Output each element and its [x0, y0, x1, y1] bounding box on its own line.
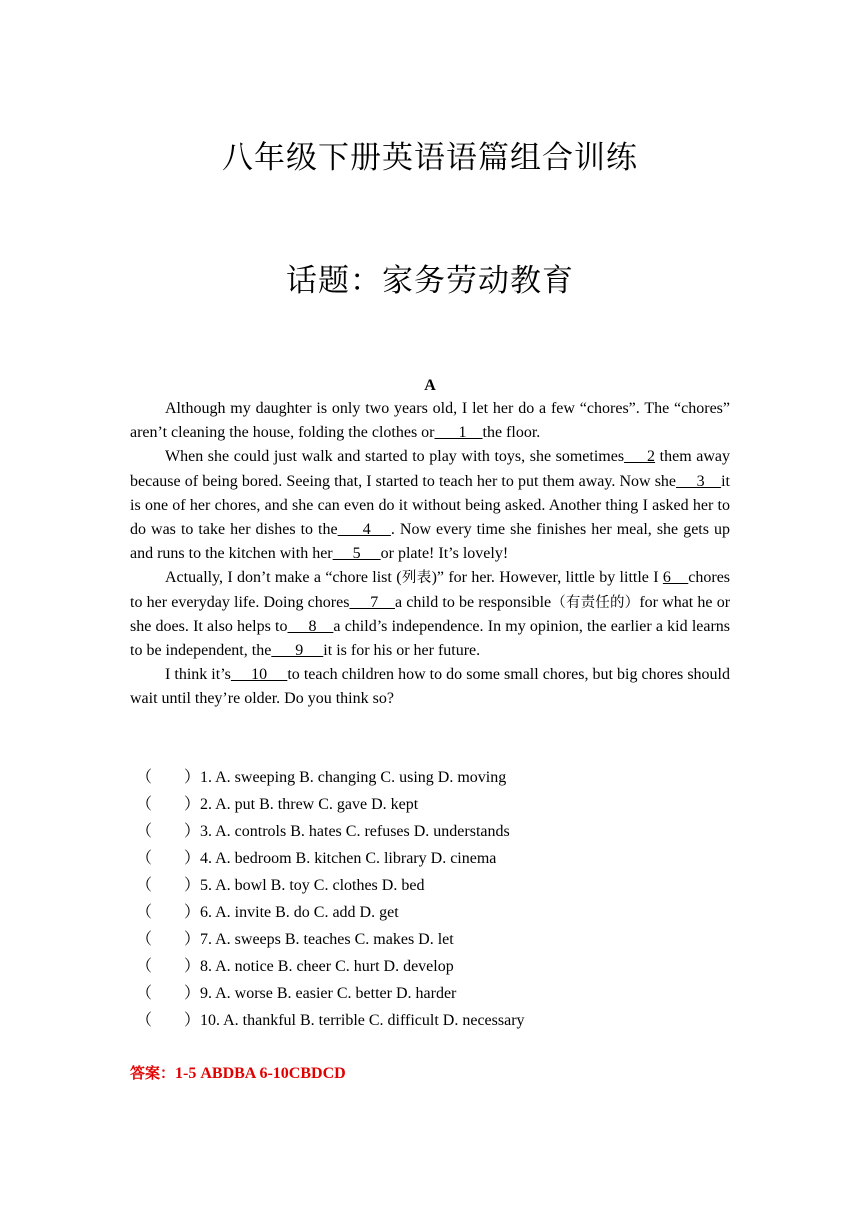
answer-key [130, 1062, 346, 1083]
question-text: 2. A. put B. threw C. gave D. kept [200, 796, 419, 813]
question-text: 4. A. bedroom B. kitchen C. library D. cinema [200, 850, 497, 867]
answer-bracket: （ ） [136, 958, 201, 975]
paragraph-1: Although my daughter is only two years old, I let her do a few “chores”. The “chores” aren’t cleaning the house, folding the clothes or 1 the floor. [130, 400, 730, 442]
paragraph-2: When she could just walk and started to play with toys, she sometimes 2 them away because of being bored. Seeing that, I started to teach her to put them away. Now she 3 it is one of her chores, and she can even do it without being asked. Another thing I asked her to do was to take her dishes to the 4 . Now every time she finishes her meal, she gets up and runs to the kitchen with her 5 or plate! It’s lovely! [130, 448, 731, 563]
question-text: 10. A. thankful B. terrible C. difficult D. necessary [200, 1012, 525, 1029]
question-text: 8. A. notice B. cheer C. hurt D. develop [200, 958, 454, 975]
question-item [136, 793, 736, 820]
answer-label: 答案： [130, 1064, 176, 1082]
question-list [136, 766, 736, 1036]
answer-bracket: （ ） [136, 904, 201, 921]
question-item [136, 955, 736, 982]
question-text: 1. A. sweeping B. changing C. using D. moving [200, 769, 507, 786]
answer-bracket: （ ） [136, 796, 201, 813]
blank-3: 3 [676, 472, 722, 490]
answer-bracket: （ ） [136, 931, 201, 948]
answer-bracket: （ ） [136, 985, 201, 1002]
question-text: 3. A. controls B. hates C. refuses D. understands [200, 823, 510, 840]
question-text: 6. A. invite B. do C. add D. get [200, 904, 399, 921]
blank-2: 2 [624, 448, 656, 466]
blank-5: 5 [332, 545, 381, 563]
answer-value: 1-5 ABDBA 6-10CBDCD [175, 1065, 346, 1082]
blank-1: 1 [434, 424, 483, 442]
answer-bracket: （ ） [136, 877, 201, 894]
question-item [136, 874, 736, 901]
question-item [136, 766, 736, 793]
blank-9: 9 [271, 642, 324, 660]
question-item [136, 820, 736, 847]
question-text: 5. A. bowl B. toy C. clothes D. bed [200, 877, 425, 894]
question-item [136, 982, 736, 1009]
section-label: A [424, 377, 436, 394]
blank-4: 4 [337, 521, 391, 539]
blank-6: 6 [662, 569, 689, 587]
answer-bracket: （ ） [136, 1012, 201, 1029]
answer-bracket: （ ） [136, 823, 201, 840]
document-title: 八年级下册英语语篇组合训练 [222, 140, 638, 176]
paragraph-3: Actually, I don’t make a “chore list (列表)” for her. However, little by little I 6 chores to her everyday life. Doing chores 7 a child to be responsible（有责任的）for what he or she does. It also helps to 8 a child’s independence. In my opinion, the earlier a kid learns to be independent, the 9 it is for his or her future. [130, 569, 731, 660]
paragraph-4: I think it’s 10 to teach children how to do some small chores, but big chores should wait until they’re older. Do you think so? [130, 666, 730, 708]
question-item [136, 901, 736, 928]
topic-title: 话题：家务劳动教育 [286, 263, 574, 299]
blank-7: 7 [349, 593, 395, 611]
answer-bracket: （ ） [136, 769, 201, 786]
passage [130, 397, 730, 712]
question-item [136, 847, 736, 874]
question-item [136, 928, 736, 955]
blank-10: 10 [230, 666, 288, 684]
question-text: 7. A. sweeps B. teaches C. makes D. let [200, 931, 454, 948]
question-item [136, 1009, 736, 1036]
question-text: 9. A. worse B. easier C. better D. harder [200, 985, 457, 1002]
blank-8: 8 [287, 617, 334, 635]
answer-bracket: （ ） [136, 850, 201, 867]
